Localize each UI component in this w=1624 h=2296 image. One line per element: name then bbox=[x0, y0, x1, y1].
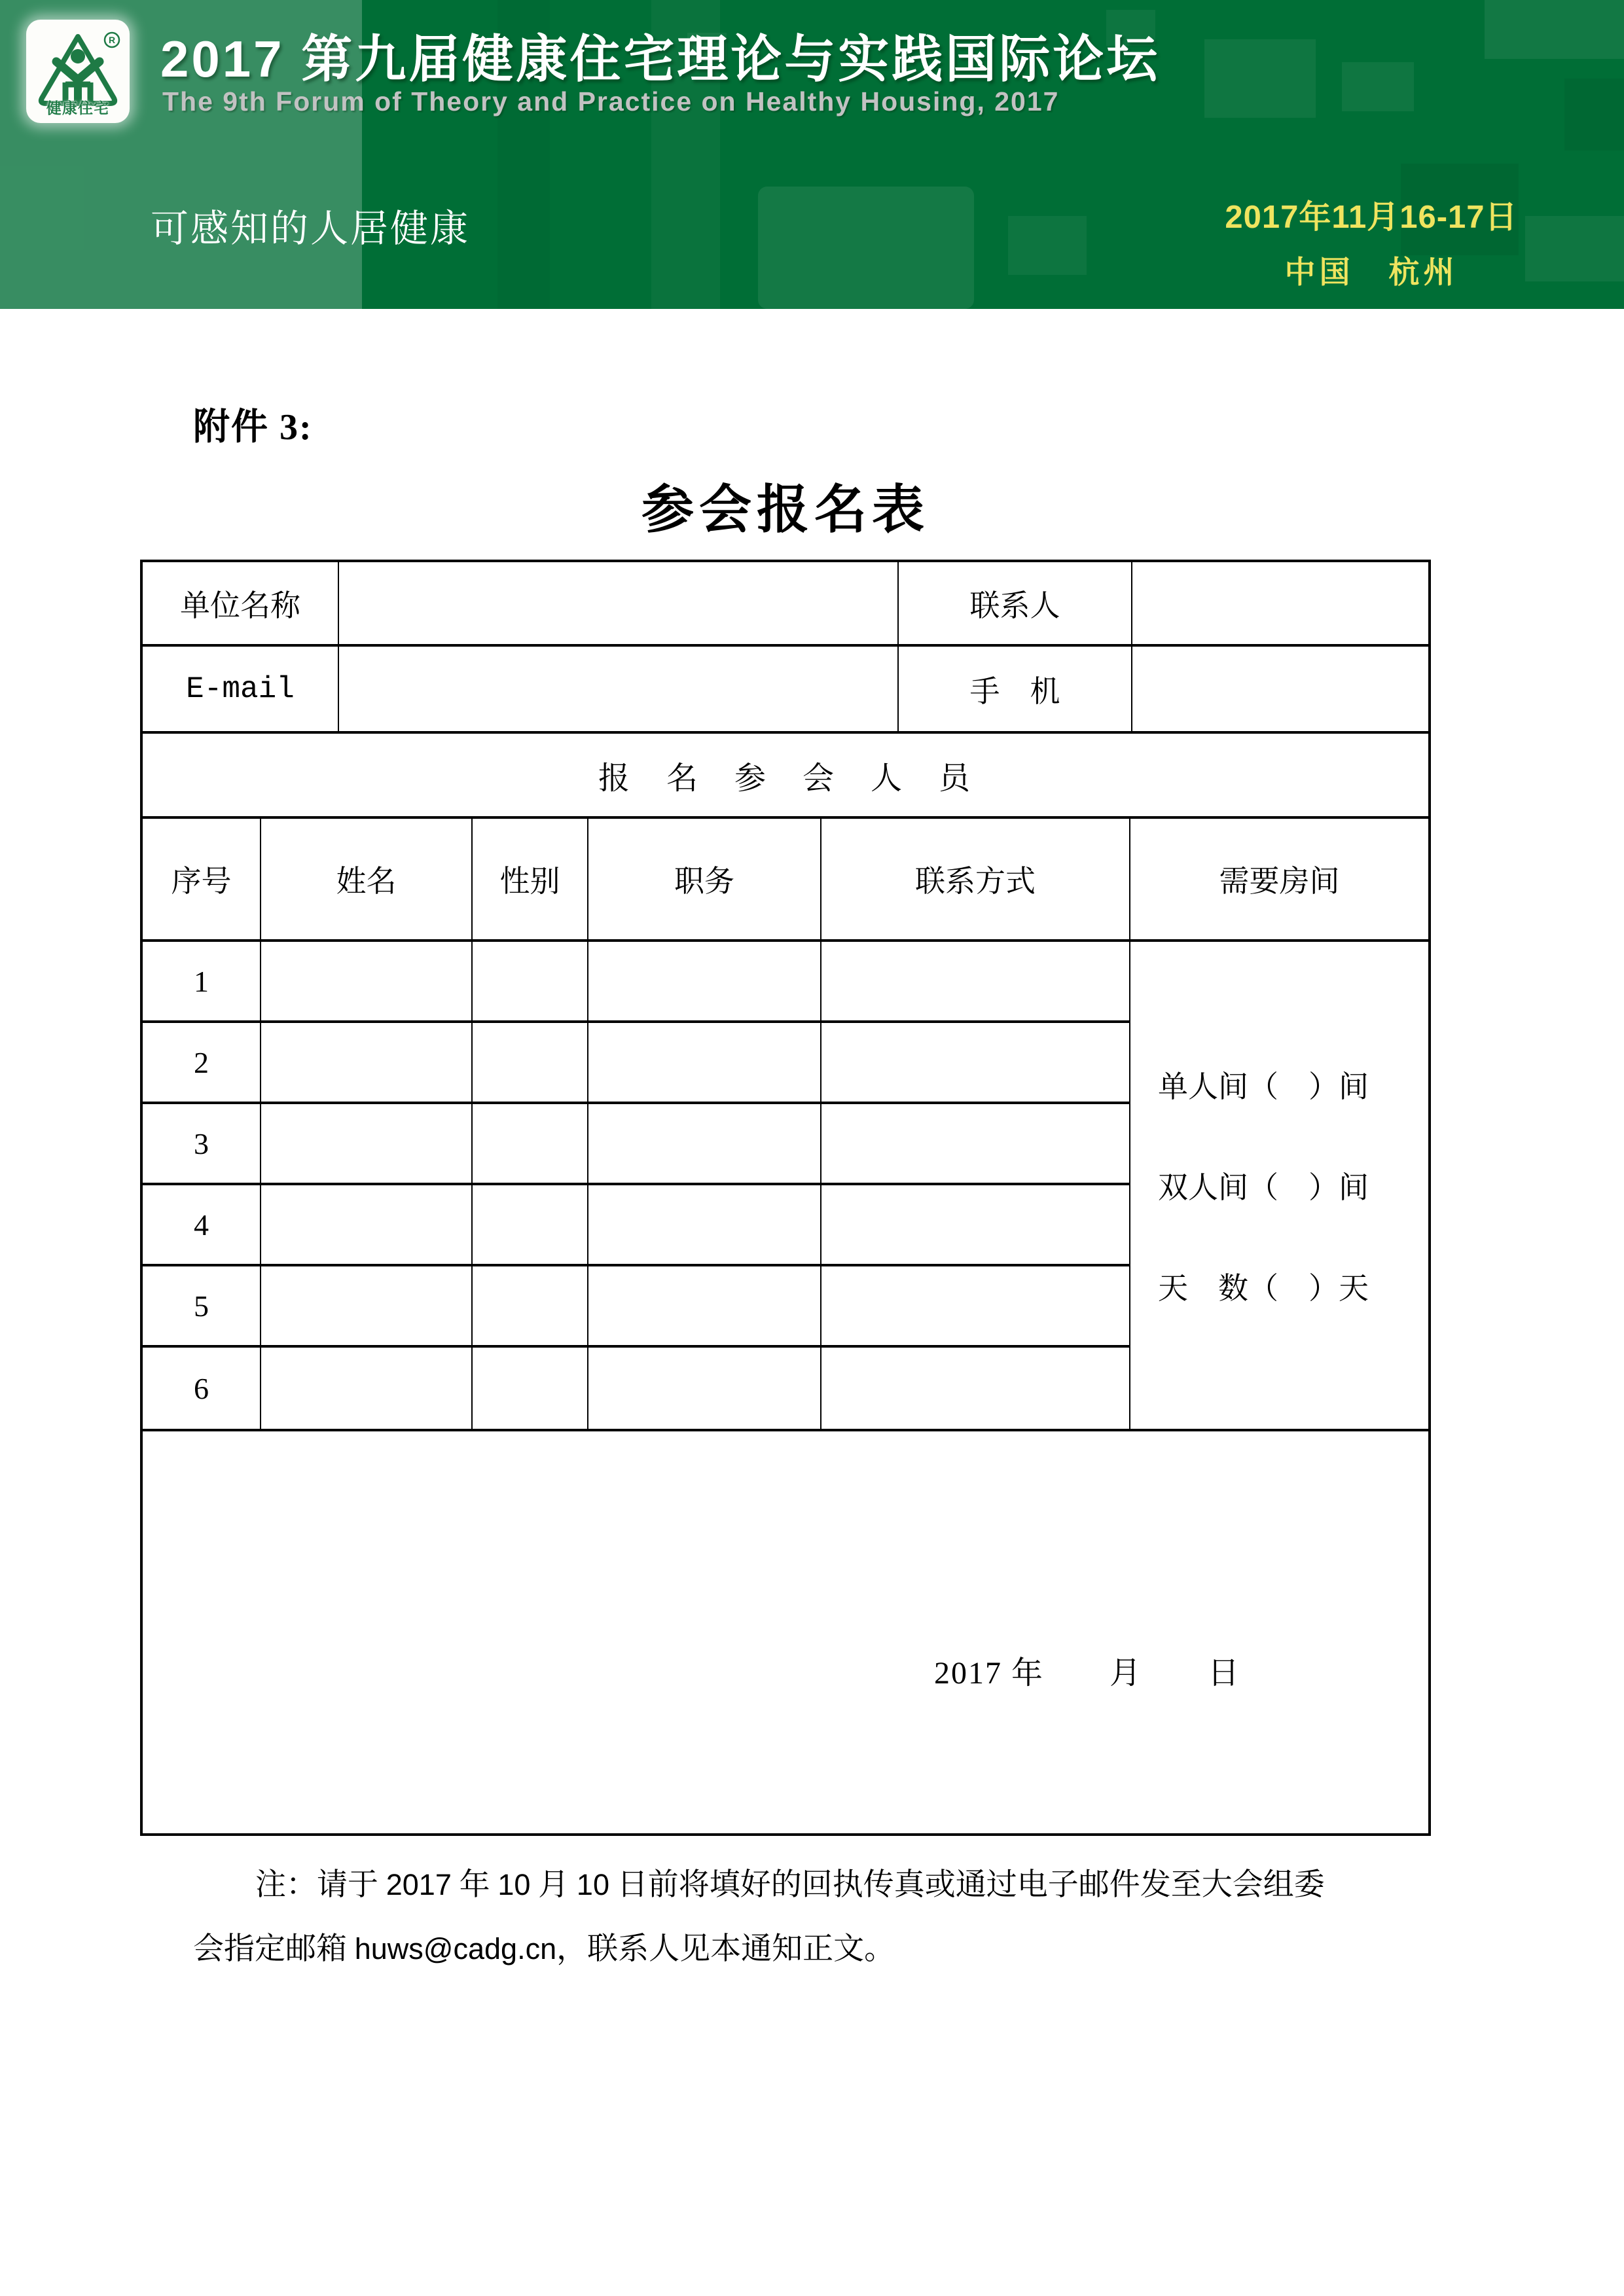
contact-field[interactable] bbox=[821, 1348, 1130, 1429]
contact-field[interactable] bbox=[821, 1104, 1130, 1185]
room-option-single: 单人间（ ）间 bbox=[1158, 1070, 1369, 1103]
email-label: E-mail bbox=[143, 647, 339, 731]
column-header-no: 序号 bbox=[143, 819, 261, 942]
date-signature-line: 2017 年 月 日 bbox=[934, 1656, 1241, 1691]
footnote-text: 会指定邮箱 bbox=[193, 1932, 355, 1966]
unit-name-label: 单位名称 bbox=[143, 562, 339, 647]
unit-name-field[interactable] bbox=[339, 562, 899, 647]
gender-field[interactable] bbox=[473, 1104, 588, 1185]
footnote-month: 10 bbox=[497, 1868, 531, 1901]
contact-person-field[interactable] bbox=[1132, 562, 1428, 647]
column-header-room: 需要房间 bbox=[1130, 819, 1428, 942]
mobile-field[interactable] bbox=[1132, 647, 1428, 731]
svg-text:R: R bbox=[108, 35, 116, 45]
column-header-name: 姓名 bbox=[261, 819, 473, 942]
banner-mosaic-decoration bbox=[1342, 62, 1414, 111]
footnote-text: 注：请于 bbox=[255, 1868, 386, 1902]
name-field[interactable] bbox=[261, 1023, 473, 1104]
email-field[interactable] bbox=[339, 647, 899, 731]
row-number: 2 bbox=[143, 1023, 261, 1104]
gender-field[interactable] bbox=[473, 1185, 588, 1266]
name-field[interactable] bbox=[261, 1104, 473, 1185]
room-needs-cell[interactable] bbox=[1130, 942, 1428, 1429]
contact-field[interactable] bbox=[821, 1266, 1130, 1348]
room-option-double: 双人间（ ）间 bbox=[1158, 1171, 1369, 1204]
banner-subtitle-en: The 9th Forum of Theory and Practice on Healthy Housing, 2017 bbox=[162, 86, 1060, 117]
contact-person-label: 联系人 bbox=[899, 562, 1132, 647]
room-option-days: 天 数（ ）天 bbox=[1158, 1272, 1369, 1305]
name-field[interactable] bbox=[261, 942, 473, 1023]
footnote-email: huws@cadg.cn bbox=[354, 1932, 557, 1965]
gender-field[interactable] bbox=[473, 1023, 588, 1104]
form-title: 参会报名表 bbox=[641, 482, 929, 539]
name-field[interactable] bbox=[261, 1348, 473, 1429]
footnote-text: 月 bbox=[530, 1868, 577, 1902]
contact-field[interactable] bbox=[821, 1023, 1130, 1104]
position-field[interactable] bbox=[588, 1104, 821, 1185]
column-header-gender: 性别 bbox=[473, 819, 588, 942]
column-header-position: 职务 bbox=[588, 819, 821, 942]
contact-field[interactable] bbox=[821, 1185, 1130, 1266]
position-field[interactable] bbox=[588, 1266, 821, 1348]
banner-mosaic-decoration bbox=[758, 187, 974, 309]
banner-mosaic-decoration bbox=[1525, 216, 1624, 281]
row-number: 4 bbox=[143, 1185, 261, 1266]
position-field[interactable] bbox=[588, 1185, 821, 1266]
registration-form-table bbox=[140, 560, 1431, 1836]
banner-mosaic-decoration bbox=[1485, 0, 1624, 59]
banner-title: 2017 第九届健康住宅理论与实践国际论坛 bbox=[160, 30, 1161, 88]
footnote-line-1 bbox=[255, 1860, 1325, 1904]
row-number: 1 bbox=[143, 942, 261, 1023]
row-number: 6 bbox=[143, 1348, 261, 1429]
participants-section-title: 报 名 参 会 人 员 bbox=[143, 734, 1428, 819]
position-field[interactable] bbox=[588, 1348, 821, 1429]
row-number: 5 bbox=[143, 1266, 261, 1348]
footnote-text: 年 bbox=[451, 1868, 498, 1902]
participants-grid bbox=[143, 819, 1428, 1431]
banner-dates bbox=[1211, 192, 1532, 292]
footnote-text: ，联系人见本通知正文。 bbox=[556, 1932, 895, 1966]
healthy-housing-logo bbox=[26, 20, 130, 123]
position-field[interactable] bbox=[588, 942, 821, 1023]
footnote-day: 10 bbox=[576, 1868, 609, 1901]
column-header-contact: 联系方式 bbox=[821, 819, 1130, 942]
registered-trademark-icon bbox=[103, 31, 120, 48]
footnote-year: 2017 bbox=[386, 1868, 452, 1901]
banner-tagline: 可感知的人居健康 bbox=[151, 207, 471, 250]
banner-mosaic-decoration bbox=[1564, 79, 1624, 151]
banner-date-line: 2017年11月16-17日 bbox=[1225, 200, 1518, 235]
logo-text: 健康住宅 bbox=[46, 99, 109, 117]
contact-field[interactable] bbox=[821, 942, 1130, 1023]
banner-mosaic-decoration bbox=[1008, 216, 1087, 275]
gender-field[interactable] bbox=[473, 1348, 588, 1429]
signature-section[interactable] bbox=[143, 1431, 1428, 1833]
name-field[interactable] bbox=[261, 1185, 473, 1266]
gender-field[interactable] bbox=[473, 942, 588, 1023]
banner-location-line: 中国 杭州 bbox=[1284, 255, 1458, 289]
name-field[interactable] bbox=[261, 1266, 473, 1348]
info-section bbox=[143, 562, 1428, 734]
position-field[interactable] bbox=[588, 1023, 821, 1104]
attachment-label: 附件 3: bbox=[193, 407, 313, 448]
footnote-text: 日前将填好的回执传真或通过电子邮件发至大会组委 bbox=[609, 1868, 1325, 1902]
gender-field[interactable] bbox=[473, 1266, 588, 1348]
banner-mosaic-decoration bbox=[1204, 39, 1316, 118]
footnote-line-2 bbox=[193, 1924, 895, 1968]
row-number: 3 bbox=[143, 1104, 261, 1185]
mobile-label: 手 机 bbox=[899, 647, 1132, 731]
conference-banner bbox=[0, 0, 1624, 309]
